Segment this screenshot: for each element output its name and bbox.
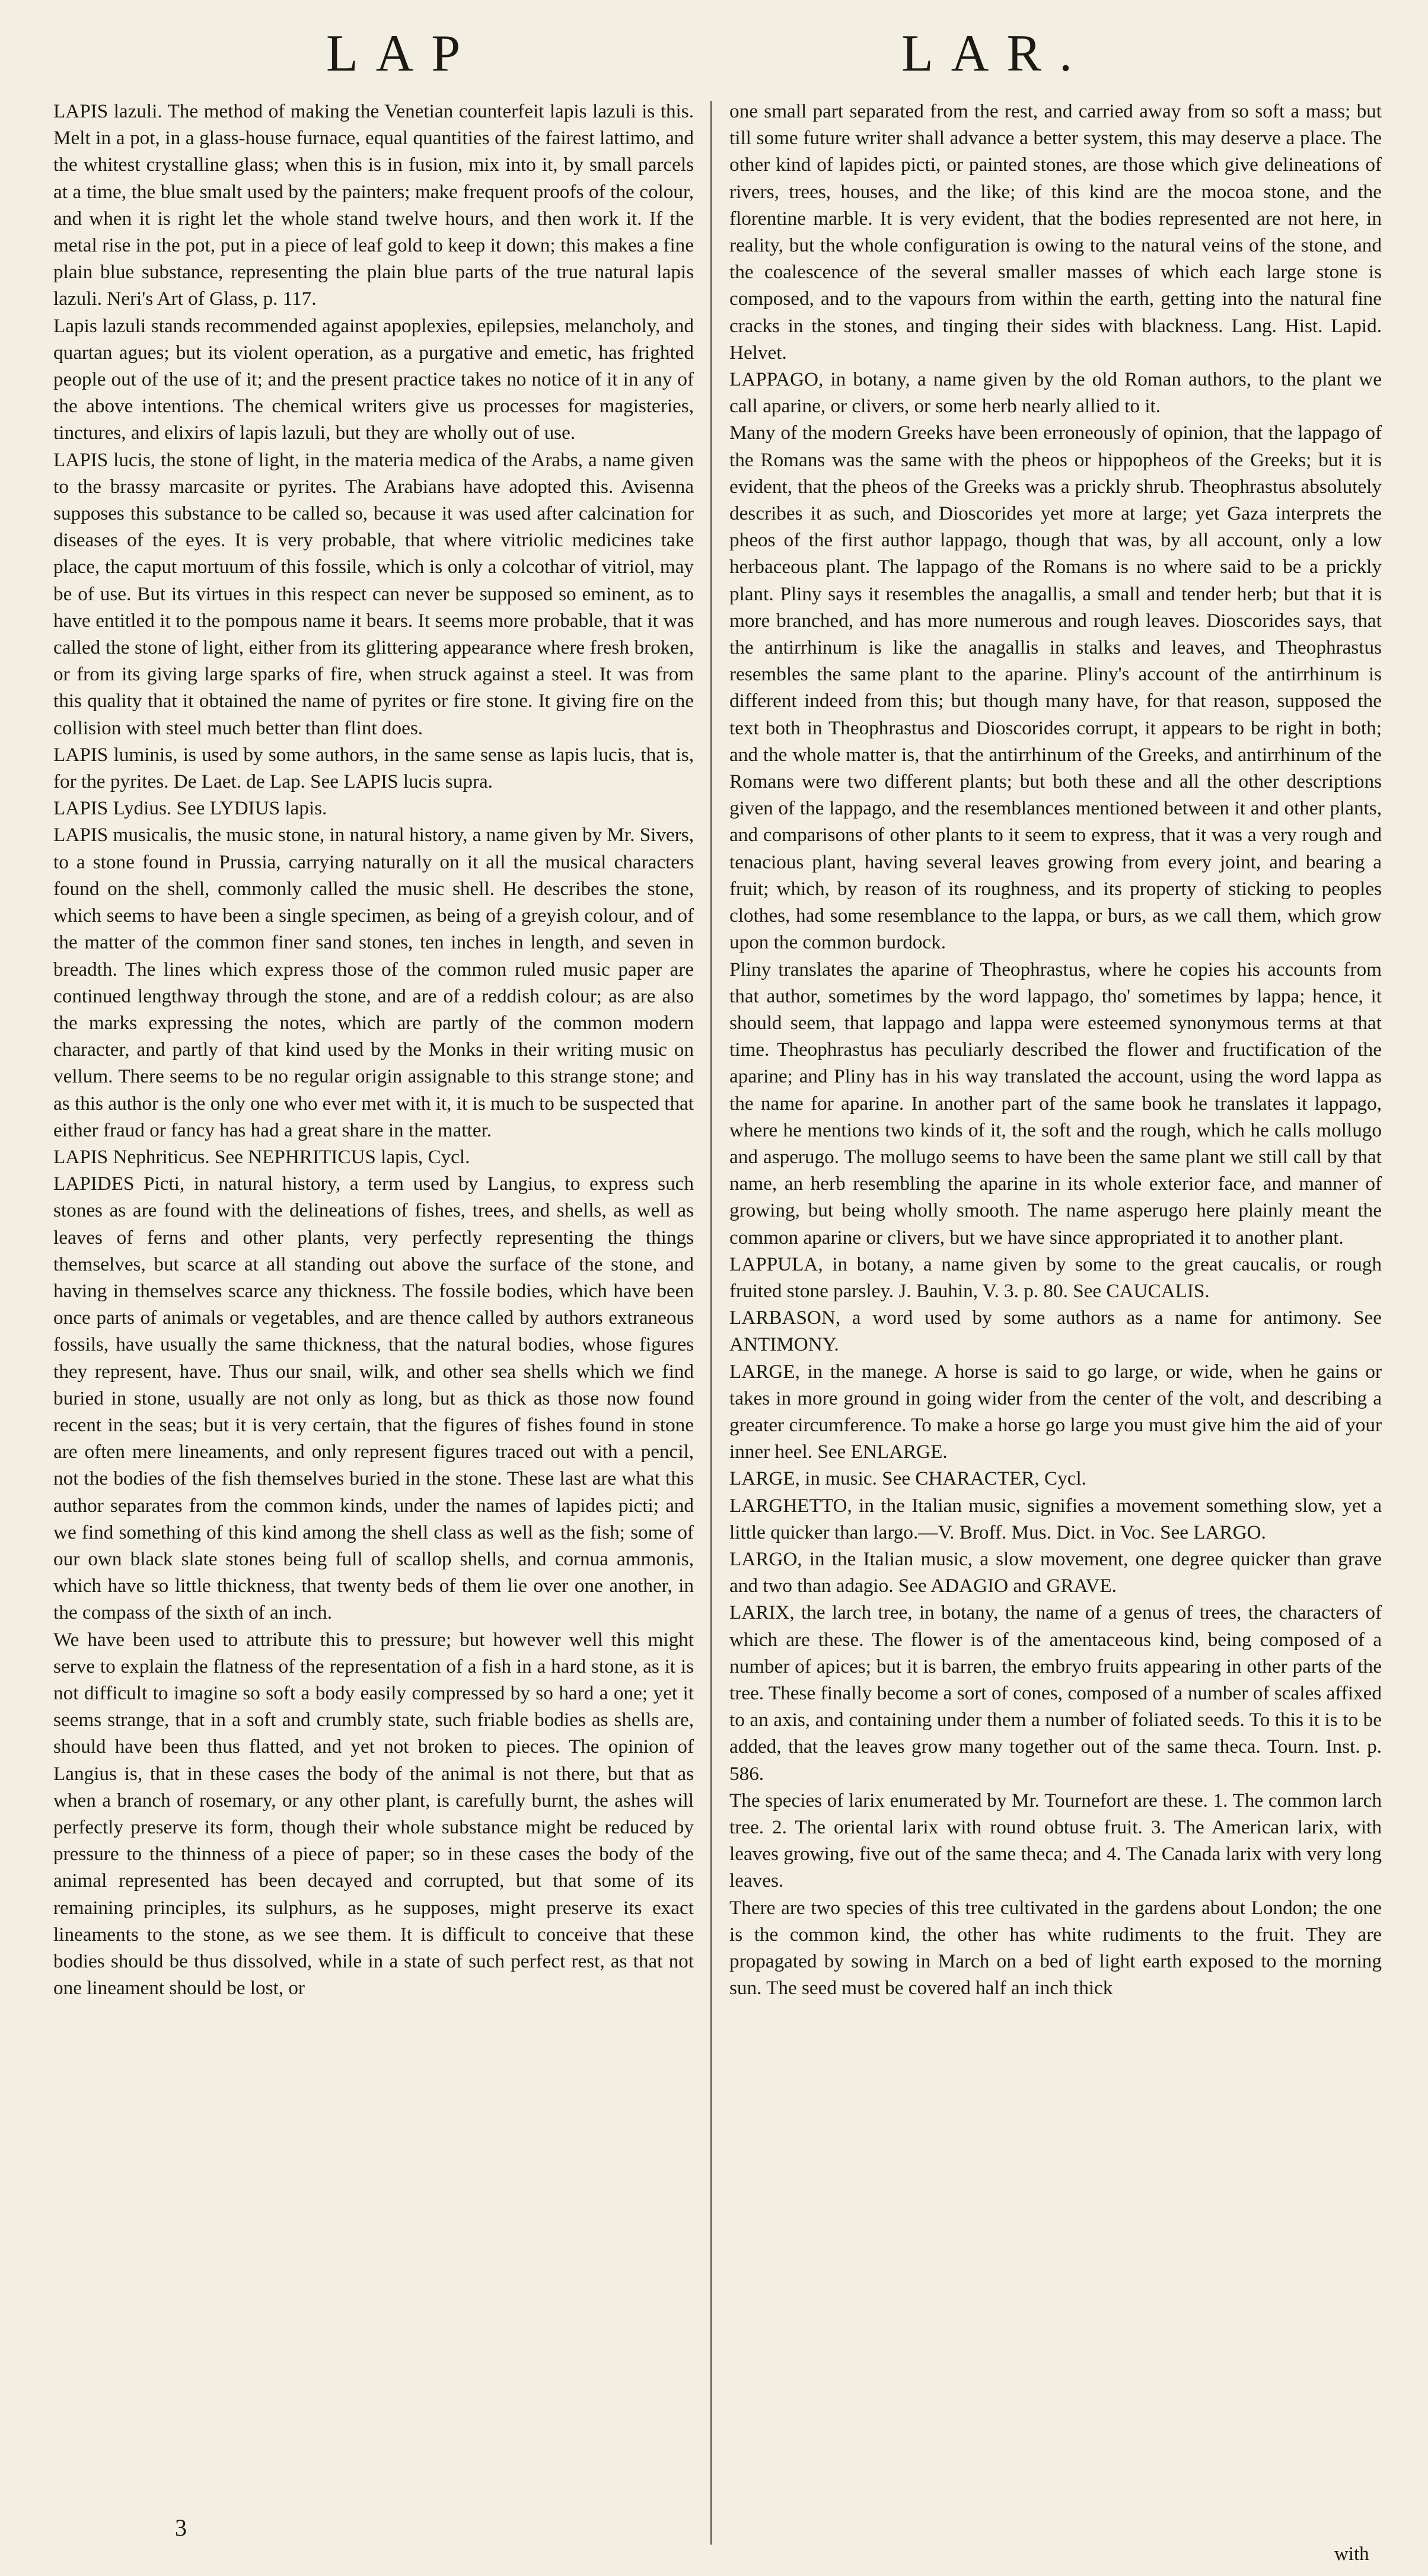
entry-large-music: LARGE, in music. See CHARACTER, Cycl. [729, 1467, 1086, 1490]
entry-large-manege: LARGE, in the manege. A horse is said to go large, or wide, when he gains or takes in more ground in going wider from the center of the volt, and describing a greater circumference. To make a horse go large you must give him the aid of your inner heel. See ENLARGE. [729, 1360, 1382, 1463]
catchword: with [1334, 2543, 1369, 2565]
entry-lapis-lucis: LAPIS lucis, the stone of light, in the materia medica of the Arabs, a name given to the brassy marcasite or pyrites. The Arabians have adopted this. Avisenna supposes this substance to be called so, because it was used after calcination for diseases of the eyes. It is very probable, that where vitriolic medicines take place, the caput mortuum of this fossile, which is only a colcothar of vitriol, may be of use. But its virtues in this respect can never be supposed so eminent, as to have entitled it to the pompous name it bears. It seems more probable, that it was called the stone of light, either from its glittering appearance where fresh broken, or from its giving large sparks of fire, when struck against a steel. It was from this quality that it obtained the name of pyrites or fire stone. It giving fire on the collision with steel much better than flint does. [53, 448, 694, 739]
running-head-right: LAR. [901, 25, 1090, 82]
entry-lapis-lydius: LAPIS Lydius. See LYDIUS lapis. [53, 797, 327, 820]
running-head [0, 24, 1428, 89]
entry-larix: LARIX, the larch tree, in botany, the name of a genus of trees, the characters of which are these. The flower is of the amentaceous kind, being composed of a number of apices; but it is barren, the embryo fruits appearing in other parts of the tree. These finally become a sort of cones, composed of a number of scales affixed to an axis, and containing under them a number of foliated seeds. To this it is to be added, that the leaves grow many together out of the same theca. Tourn. Inst. p. 586. [729, 1601, 1382, 1785]
entry-lapis-nephriticus: LAPIS Nephriticus. See NEPHRITICUS lapis, Cycl. [53, 1145, 470, 1168]
entry-larix-cultivation: There are two species of this tree cultivated in the gardens about London; the one is the common kind, the other has white rudiments to the fruit. They are propagated by sowing in March on a bed of light earth exposed to the morning sun. The seed must be covered half an inch thick [729, 1896, 1382, 1999]
entry-lapis-lazuli: LAPIS lazuli. The method of making the Venetian counterfeit lapis lazuli is this. Melt in a pot, in a glass-house furnace, equal quantities of the fairest lattimo, and the whitest crystalline glass; when this is in fusion, mix into it, by small parcels at a time, the blue smalt used by the painters; make frequent proofs of the colour, and when it is right let the whole stand twelve hours, and then work it. If the metal rise in the pot, put in a piece of leaf gold to keep it down; this makes a fine plain blue substance, representing the plain blue parts of the true natural lapis lazuli. Neri's Art of Glass, p. 117. [53, 100, 694, 310]
entry-largo: LARGO, in the Italian music, a slow movement, one degree quicker than grave and two than adagio. See ADAGIO and GRAVE. [729, 1547, 1382, 1597]
entry-lappago-pliny: Pliny translates the aparine of Theophrastus, where he copies his accounts from that author, sometimes by the word lappago, tho' sometimes by lappa; hence, it should seem, that lappago and lappa were esteemed synonymous terms at that time. Theophrastus has peculiarly described the flower and fructification of the aparine; and Pliny has in his way translated the account, using the word lappa as the name for aparine. In another part of the same book he translates it lappago, where he mentions two kinds of it, the soft and the rough, which he calls mollugo and asperugo. The mollugo seems to have been the same plant we still call by that name, an herb resembling the aparine in its whole exterior face, and manner of growing, but being wholly smooth. The name asperugo here plainly meant the common aparine or clivers, but we have since appropriated it to another plant. [729, 958, 1382, 1249]
entry-lappago-greeks: Many of the modern Greeks have been erroneously of opinion, that the lappago of the Romans was the same with the pheos or hippopheos of the Greeks; but it is evident, that the pheos of the Greeks was a prickly shrub. Theophrastus absolutely describes it as such, and Dioscorides yet more at large; yet Gaza interprets the pheos of the first author lappago, though that was, by all account, only a low herbaceous plant. The lappago of the Romans is no where said to be a prickly plant. Pliny says it resembles the anagallis, a small and tender herb; but that it is more branched, and has more numerous and rough leaves. Dioscorides says, that the antirrhinum is like the anagallis in stalks and leaves, and Theophrastus resembles the same plant to the aparine. Pliny's account of the antirrhinum is different indeed from this; but though many have, for that reason, supposed the text both in Theophrastus and Dioscorides corrupt, it appears to be right in both; and the whole matter is, that the antirrhinum of the Greeks, and antirrhinum of the Romans were two different plants; but both these and all the other descriptions given of the lappago, and the resemblances mentioned between it and other plants, and comparisons of other plants to it seem to express, that it was a very rough and tenacious plant, having several leaves growing from every joint, and bearing a fruit; which, by reason of its roughness, and its property of sticking to peoples clothes, had some resemblance to the lappa, or burs, as we call them, which grow upon the common burdock. [729, 422, 1382, 954]
entry-lapis-lazuli-virtues: Lapis lazuli stands recommended against apoplexies, epilepsies, melancholy, and quartan agues; but its violent operation, as a purgative and emetic, has frighted people out of the use of it; and the present practice takes no notice of it in any of the above intentions. The chemical writers give us processes for magisteries, tinctures, and elixirs of lapis lazuli, but they are wholly out of use. [53, 314, 694, 444]
running-head-left: LAP [326, 25, 479, 82]
signature-mark: 3 [175, 2514, 187, 2541]
right-column [729, 98, 1382, 2548]
entry-larghetto: LARGHETTO, in the Italian music, signifies a movement something slow, yet a little quicker than largo.—V. Broff. Mus. Dict. in Voc. See LARGO. [729, 1494, 1382, 1543]
entry-lapides-picti: LAPIDES Picti, in natural history, a term used by Langius, to express such stones as are found with the delineations of fishes, trees, and shells, as well as leaves of ferns and other plants, very perfectly representing the things themselves, but scarce at all standing out above the surface of the stone, and having in themselves scarce any thickness. The fossile bodies, which have been once parts of animals or vegetables, and are thence called by authors extraneous fossils, have usually the same thickness, that the natural bodies, whose figures they represent, have. Thus our snail, wilk, and other sea shells which we find buried in stone, usually are not only as long, but as thick as those now found recent in the seas; but it is very certain, that the figures of fishes found in stone are often mere lineaments, and only represent figures traced out with a pencil, not the bodies of the fish themselves buried in the stone. These last are what this author separates from the common kinds, under the names of lapides picti; and we find something of this kind among the shell class as well as the fish; some of our own black slate stones being full of scallop shells, and cornua ammonis, which have so little thickness, that twenty beds of them lie over one another, in the compass of the sixth of an inch. [53, 1173, 694, 1624]
entry-lapis-musicalis: LAPIS musicalis, the music stone, in natural history, a name given by Mr. Sivers, to a stone found in Prussia, carrying naturally on it all the musical characters found on the shell, commonly called the music shell. He describes the stone, which seems to have been a single specimen, as being of a greyish colour, and of the matter of the common finer sand stones, ten inches in length, and seven in breadth. The lines which express those of the common ruled music paper are continued lengthway through the stone, and are of a reddish colour; as are also the marks expressing the notes, which are partly of the common modern character, and partly of that kind used by the Monks in their writing music on vellum. There seems to be no regular origin assignable to this strange stone; and as this author is the only one who ever met with it, it is much to be suspected that either fraud or fancy has had a great share in the matter. [53, 824, 694, 1141]
entry-lapides-picti-continued: We have been used to attribute this to pressure; but however well this might serve to explain the flatness of the representation of a fish in a hard stone, as it is not difficult to imagine so soft a body easily compressed by so hard a one; yet it seems strange, that in a soft and crumbly state, such friable bodies as shells are, should have been thus flatted, and yet not broken to pieces. The opinion of Langius is, that in these cases the body of the animal is not there, but that as when a branch of rosemary, or any other plant, is carefully burnt, the ashes will perfectly preserve its form, though their whole substance might be reduced by pressure to the thinness of a piece of paper; so in these cases the body of the animal represented has been decayed and corrupted, but that some of its remaining principles, its sulphurs, as he supposes, might preserve its exact lineaments to the stone, as we see them. It is difficult to conceive that these bodies should be thus dissolved, while in a state of such perfect rest, as that not one lineament should be lost, or [53, 1628, 694, 1999]
left-column [53, 98, 694, 2548]
entry-lappula: LAPPULA, in botany, a name given by some to the great caucalis, or rough fruited stone parsley. J. Bauhin, V. 3. p. 80. See CAUCALIS. [729, 1253, 1382, 1302]
entry-lapides-picti-end: one small part separated from the rest, and carried away from so soft a mass; but till some future writer shall advance a better system, this may deserve a place. The other kind of lapides picti, or painted stones, are those which give delineations of rivers, trees, houses, and the like; of this kind are the mocoa stone, and the florentine marble. It is very evident, that the bodies represented are not here, in reality, but the whole configuration is owing to the natural veins of the stone, and the coalescence of the several smaller masses of which each large stone is composed, and to the vapours from within the earth, getting into the natural fine cracks in the stones, and tinging their sides with blackness. Lang. Hist. Lapid. Helvet. [729, 100, 1382, 364]
column-divider [710, 101, 712, 2545]
entry-larbason: LARBASON, a word used by some authors as a name for antimony. See ANTIMONY. [729, 1307, 1382, 1356]
entry-lappago: LAPPAGO, in botany, a name given by the old Roman authors, to the plant we call aparine, or clivers, or some herb nearly allied to it. [729, 368, 1382, 418]
entry-larix-species: The species of larix enumerated by Mr. Tournefort are these. 1. The common larch tree. 2. The oriental larix with round obtuse fruit. 3. The American larix, with leaves growing, five out of the same theca; and 4. The Canada larix with very long leaves. [729, 1789, 1382, 1892]
entry-lapis-luminis: LAPIS luminis, is used by some authors, in the same sense as lapis lucis, that is, for the pyrites. De Laet. de Lap. See LAPIS lucis supra. [53, 743, 694, 793]
